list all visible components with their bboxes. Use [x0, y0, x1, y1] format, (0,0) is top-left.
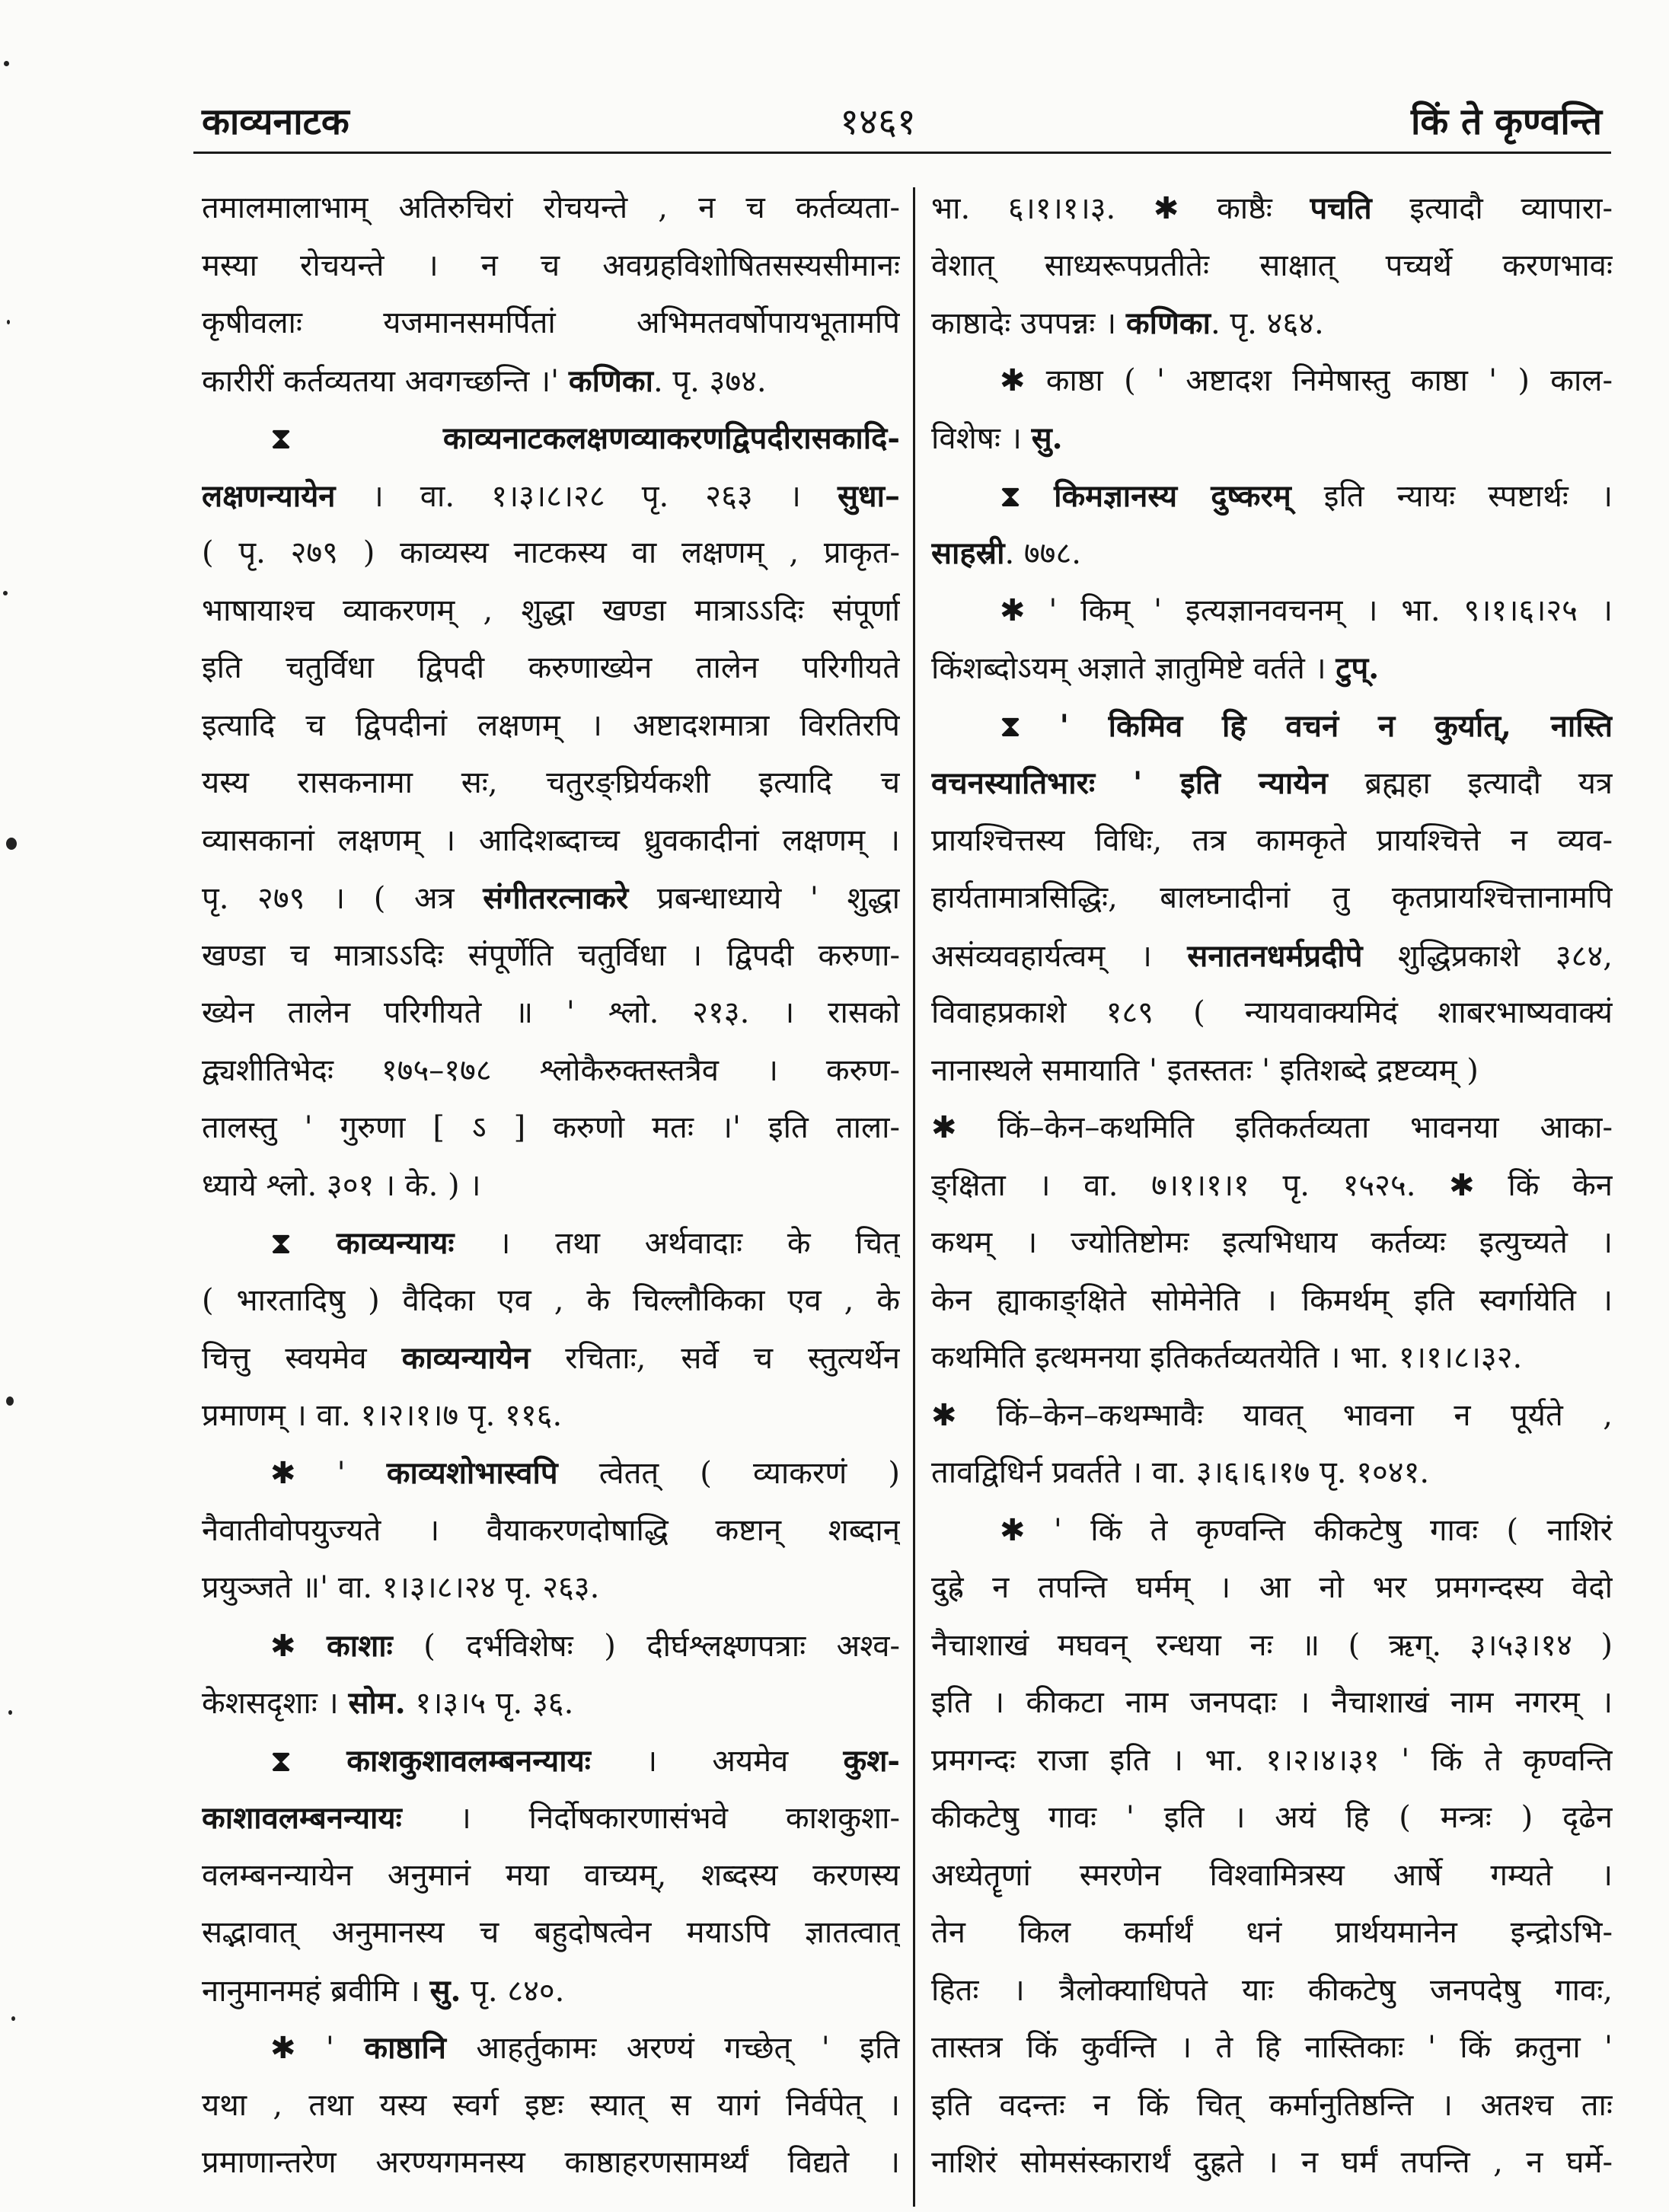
header-rule	[193, 152, 1611, 154]
column-divider	[913, 187, 915, 2207]
scan-speck	[7, 320, 10, 324]
text-line	[202, 1042, 900, 1100]
text-line	[931, 870, 1613, 927]
text-segment: . ७७८.	[1004, 536, 1081, 571]
text-line	[931, 812, 1613, 870]
text-segment: कीकटेषु गावः ' इति । अयं हि ( मन्त्रः ) दृढेन	[931, 1800, 1613, 1835]
text-line	[931, 1329, 1613, 1387]
text-segment: ✱ ' किम् ' इत्यज्ञानवचनम् । भा. ९।१।६।२५ ।	[1000, 592, 1613, 628]
text-line	[931, 468, 1613, 525]
text-line	[202, 1215, 900, 1272]
text-line	[202, 1789, 900, 1847]
bold-text-segment: काशावलम्बनन्यायः	[202, 1800, 402, 1836]
running-head-left: काव्यनाटक	[202, 101, 349, 143]
text-line	[202, 2019, 900, 2077]
text-segment: प्रमाणान्तरेण अरण्यगमनस्य काष्ठाहरणसामर्थ्यं विद्यते ।	[202, 2145, 900, 2180]
text-segment: नानुमानमहं ब्रवीमि ।	[202, 1973, 430, 2009]
paragraph-entry	[202, 1732, 900, 2020]
text-segment: नाशिरं सोमसंस्कारार्थं दुह्रते । न घर्मं तपन्ति , न घर्मे-	[931, 2145, 1613, 2180]
scan-speck	[8, 1710, 12, 1715]
bold-text-segment: वचनस्यातिभारः ' इति न्यायेन	[931, 765, 1328, 801]
text-line	[931, 1215, 1613, 1272]
text-segment: केशसदृशाः ।	[202, 1686, 349, 1721]
text-segment: तमालमालाभाम् अतिरुचिरां रोचयन्ते , न च कर्तव्यता-	[202, 190, 900, 225]
text-line	[931, 755, 1613, 812]
paragraph-entry	[931, 353, 1613, 468]
text-line	[202, 1272, 900, 1330]
paragraph-entry	[202, 2019, 900, 2192]
text-line	[202, 353, 900, 410]
text-line	[931, 1962, 1613, 2020]
running-head-right: किं ते कृण्वन्ति	[1410, 101, 1602, 143]
text-line	[931, 2019, 1613, 2077]
bold-text-segment: सनातनधर्मप्रदीपे	[1187, 937, 1363, 974]
text-segment: इति चतुर्विधा द्विपदी करुणाख्येन तालेन परिगीयते	[202, 650, 900, 685]
text-segment: अध्येतॄणां स्मरणेन विश्वामित्रस्य आर्षे गम्यते ।	[931, 1857, 1613, 1893]
text-line	[202, 1847, 900, 1905]
text-line	[931, 2134, 1613, 2192]
text-line	[202, 1502, 900, 1560]
paragraph-entry	[931, 1502, 1613, 2192]
text-line	[202, 1617, 900, 1675]
text-segment: ⧗	[270, 1226, 337, 1261]
text-line	[202, 640, 900, 697]
page-number: १४६१	[840, 101, 916, 143]
text-segment: चित्तु स्वयमेव	[202, 1341, 402, 1376]
paragraph-entry	[202, 1215, 900, 1444]
text-segment: त्वेतत् ( व्याकरणं )	[557, 1456, 900, 1491]
bold-text-segment: काशाः	[327, 1627, 393, 1664]
left-column	[202, 180, 900, 2192]
text-line	[931, 985, 1613, 1042]
text-line	[931, 1732, 1613, 1790]
paragraph-entry	[202, 1617, 900, 1732]
text-line	[202, 1157, 900, 1215]
text-line	[931, 1559, 1613, 1617]
text-line	[931, 697, 1613, 755]
text-segment: वेशात् साध्यरूपप्रतीतेः साक्षात् पच्यर्थे करणभावः	[931, 247, 1613, 283]
text-segment: इति न्यायः स्पष्टार्थः ।	[1291, 478, 1613, 514]
text-segment: मस्या रोचयन्ते । न च अवग्रहविशोषितसस्यसीमानः	[202, 247, 900, 283]
text-segment: ( दर्भविशेषः ) दीर्घश्लक्ष्णपत्राः अश्व-	[392, 1628, 900, 1664]
text-segment: व्यासकानां लक्षणम् । आदिशब्दाच्च ध्रुवकादीनां लक्षणम् ।	[202, 822, 900, 858]
paragraph-entry	[202, 1444, 900, 1617]
text-segment: ( भारतादिषु ) वैदिका एव , के चिल्लौकिका एव , के	[202, 1282, 900, 1318]
text-segment: ✱ किं–केन–कथमिति इतिकर्तव्यता भावनया आका-	[931, 1110, 1613, 1145]
text-segment: द्व्यशीतिभेदः १७५–१७८ श्लोकैरुक्तस्तत्रैव । करुण-	[202, 1052, 900, 1088]
text-segment: इत्यादि च द्विपदीनां लक्षणम् । अष्टादशमात्रा विरतिरपि	[202, 707, 900, 743]
text-line	[202, 1444, 900, 1502]
text-line	[931, 525, 1613, 583]
text-segment: कथमिति इत्थमनया इतिकर्तव्यतयेति । भा. १।१।८।३२.	[931, 1340, 1523, 1375]
text-line	[931, 927, 1613, 985]
text-line	[202, 1559, 900, 1617]
bold-text-segment: सुधा–	[838, 477, 900, 514]
text-line	[931, 1157, 1613, 1215]
text-line	[202, 1329, 900, 1387]
paragraph-run-on	[931, 1100, 1613, 1387]
text-line	[202, 812, 900, 870]
text-segment: रचिताः, सर्वे च स्तुत्यर्थेन	[530, 1341, 900, 1376]
text-segment: तेन किल कर्मार्थं धनं प्रार्थयमानेन इन्द्रोऽभि-	[931, 1915, 1613, 1950]
text-line	[202, 583, 900, 640]
text-segment: दुह्रे न तपन्ति घर्मम् । आ नो भर प्रमगन्दस्य वेदो	[931, 1570, 1613, 1605]
paragraph-entry	[931, 468, 1613, 583]
text-line	[931, 1444, 1613, 1502]
text-segment: किंशब्दोऽयम् अज्ञाते ज्ञातुमिष्टे वर्तते ।	[931, 651, 1336, 686]
bold-text-segment: कुश-	[843, 1742, 900, 1779]
text-line	[202, 1962, 900, 2020]
text-line	[931, 1674, 1613, 1732]
text-segment: कथम् । ज्योतिष्टोमः इत्यभिधाय कर्तव्यः इत्युच्यते ।	[931, 1225, 1613, 1260]
text-line	[931, 1617, 1613, 1675]
bold-text-segment: काष्ठानि	[364, 2030, 446, 2066]
text-line	[931, 1789, 1613, 1847]
bold-text-segment: सु.	[1031, 420, 1063, 456]
scan-speck	[4, 61, 9, 66]
text-line	[931, 353, 1613, 410]
text-segment: ⧗	[270, 1743, 347, 1779]
text-segment: पृ. ८४०.	[461, 1973, 565, 2009]
text-segment: १।३।५ पृ. ३६.	[405, 1686, 574, 1721]
text-line	[202, 870, 900, 927]
bold-text-segment: किमज्ञानस्य दुष्करम्	[1054, 477, 1291, 514]
bold-text-segment: काव्यन्यायेन	[401, 1340, 531, 1376]
text-segment: इति वदन्तः न किं चित् कर्मानुतिष्ठन्ति । अतश्च ताः	[931, 2087, 1613, 2123]
text-line	[202, 2134, 900, 2192]
text-line	[931, 1100, 1613, 1157]
scan-speck	[6, 838, 17, 850]
text-segment: यथा , तथा यस्य स्वर्ग इष्टः स्यात् स यागं निर्वपेत् ।	[202, 2087, 900, 2123]
text-segment: नैचाशाखं मघवन् रन्धया नः ॥ ( ऋग्. ३।५३।१४ )	[931, 1627, 1613, 1663]
bold-text-segment: पचति	[1310, 190, 1372, 226]
text-line	[202, 2077, 900, 2135]
text-segment: काष्ठादेः उपपन्नः ।	[931, 306, 1126, 341]
text-segment: . पृ. ३७४.	[653, 363, 767, 399]
bold-text-segment: सु.	[429, 1972, 461, 2009]
text-line	[931, 1387, 1613, 1445]
text-line	[931, 1847, 1613, 1905]
scan-speck	[6, 1396, 14, 1406]
text-segment: । अयमेव	[590, 1743, 844, 1779]
text-segment: प्रमाणम् । वा. १।२।१।७ पृ. ११६.	[202, 1397, 563, 1433]
text-segment: । निर्दोषकारणासंभवे काशकुशा-	[401, 1801, 900, 1836]
text-line	[202, 697, 900, 755]
text-segment: शुद्धिप्रकाशे ३८४,	[1362, 938, 1613, 974]
text-line	[202, 755, 900, 812]
bold-text-segment: टुप्.	[1336, 650, 1380, 686]
text-segment: ( पृ. २७९ ) काव्यस्य नाटकस्य वा लक्षणम् , प्राकृत-	[202, 535, 900, 570]
text-segment: इति । कीकटा नाम जनपदाः । नैचाशाखं नाम नगरम् ।	[931, 1685, 1613, 1720]
text-segment: ⧗	[1000, 478, 1055, 514]
text-segment: ⧗	[270, 421, 443, 456]
text-segment: प्रमगन्दः राजा इति । भा. १।२।४।३१ ' किं ते कृण्वन्ति	[931, 1742, 1613, 1778]
text-line	[202, 1387, 900, 1445]
text-segment: यस्य रासकनामा सः, चतुरङ्घ्रिर्यकशी इत्यादि च	[202, 765, 900, 800]
text-segment: ⧗	[1000, 708, 1060, 744]
text-segment: खण्डा च मात्राऽऽदिः संपूर्णेति चतुर्विधा । द्विपदी करुणा-	[202, 937, 900, 973]
scan-speck	[3, 591, 8, 595]
bold-text-segment: लक्षणन्यायेन	[202, 477, 336, 514]
text-line	[202, 1674, 900, 1732]
text-segment: भा. ६।१।१।३. ✱ काष्ठैः	[931, 191, 1310, 226]
text-line	[931, 1904, 1613, 1962]
text-line	[202, 985, 900, 1042]
text-segment: भाषायाश्च व्याकरणम् , शुद्धा खण्डा मात्राऽऽदिः संपूर्णा	[202, 592, 900, 628]
text-line	[202, 1732, 900, 1790]
text-segment: पृ. २७९ । ( अत्र	[202, 881, 483, 916]
text-segment: कारीरीं कर्तव्यतया अवगच्छन्ति ।'	[202, 363, 569, 399]
text-segment: ध्याये श्लो. ३०१ । के. ) ।	[202, 1167, 481, 1203]
text-segment: ✱ काष्ठा ( ' अष्टादश निमेषास्तु काष्ठा ' ) काल-	[1000, 362, 1613, 398]
paragraph-continuation	[931, 180, 1613, 353]
text-segment: नानास्थले समायाति ' इतस्ततः ' इतिशब्दे द्रष्टव्यम् )	[931, 1052, 1479, 1088]
bold-text-segment: काव्यन्यायः	[336, 1225, 455, 1261]
text-line	[931, 180, 1613, 238]
text-segment: तावद्विधिर्न प्रवर्तते । वा. ३।६।६।१७ पृ. १०४१.	[931, 1455, 1430, 1490]
text-segment: आहर्तुकामः अरण्यं गच्छेत् ' इति	[445, 2031, 900, 2066]
bold-text-segment: सोम.	[348, 1685, 406, 1721]
text-segment: । वा. १।३।८।२८ पृ. २६३ ।	[335, 478, 838, 514]
text-line	[202, 180, 900, 238]
text-line	[931, 238, 1613, 295]
text-segment: विशेषः ।	[931, 421, 1032, 456]
text-segment: ✱ '	[270, 2031, 365, 2066]
text-segment: प्रबन्धाध्याये ' शुद्धा	[628, 881, 900, 916]
text-line	[931, 295, 1613, 353]
bold-text-segment: ' किमिव हि वचनं न कुर्यात्, नास्ति	[1059, 707, 1613, 744]
text-segment: तालस्तु ' गुरुणा [ ऽ ] करुणो मतः ।' इति ताला-	[202, 1110, 900, 1145]
paragraph-entry	[931, 697, 1613, 1100]
bold-text-segment: काव्यशोभास्वपि	[386, 1455, 558, 1491]
text-line	[931, 1502, 1613, 1560]
paragraph-entry	[202, 410, 900, 1215]
text-line	[202, 525, 900, 583]
text-line	[931, 2077, 1613, 2135]
text-segment: केन ह्याकाङ्क्षिते सोमेनेति । किमर्थम् इति स्वर्गायेति ।	[931, 1282, 1613, 1318]
text-segment: प्रयुञ्जते ॥' वा. १।३।८।२४ पृ. २६३.	[202, 1570, 600, 1605]
text-segment: ✱ ' किं ते कृण्वन्ति कीकटेषु गावः ( नाशिरं	[1000, 1512, 1613, 1548]
text-line	[931, 640, 1613, 697]
bold-text-segment: कणिका	[1125, 305, 1211, 341]
text-line	[202, 1904, 900, 1962]
text-segment: ख्येन तालेन परिगीयते ॥ ' श्लो. २१३. । रासको	[202, 995, 900, 1030]
paragraph-continuation	[202, 180, 900, 410]
text-line	[202, 927, 900, 985]
text-line	[931, 1272, 1613, 1330]
text-line	[931, 410, 1613, 468]
text-segment: सद्भावात् अनुमानस्य च बहुदोषत्वेन मयाऽपि ज्ञातत्वात्	[202, 1915, 900, 1950]
right-column	[931, 180, 1613, 2192]
text-segment: . पृ. ४६४.	[1210, 306, 1324, 341]
text-segment: विवाहप्रकाशे १८९ ( न्यायवाक्यमिदं शाबरभाष्यवाक्यं	[931, 995, 1613, 1030]
text-line	[931, 583, 1613, 640]
bold-text-segment: काव्यनाटकलक्षणव्याकरणद्विपदीरासकादि-	[442, 420, 900, 456]
text-segment: इत्यादौ व्यापारा-	[1371, 191, 1613, 226]
bold-text-segment: संगीतरत्नाकरे	[483, 880, 629, 916]
text-segment: ब्रह्महा इत्यादौ यत्र	[1327, 766, 1613, 801]
text-segment: ✱	[270, 1628, 327, 1664]
text-segment: कृषीवलाः यजमानसमर्पितां अभिमतवर्षोपायभूतामपि	[202, 305, 900, 340]
text-line	[202, 410, 900, 468]
text-segment: वलम्बनन्यायेन अनुमानं मया वाच्यम्, शब्दस्य करणस्य	[202, 1857, 900, 1893]
bold-text-segment: कणिका	[568, 362, 653, 399]
text-segment: ✱ किं–केन–कथम्भावैः यावत् भावना न पूर्यते ,	[931, 1397, 1613, 1433]
paragraph-run-on	[931, 1387, 1613, 1502]
text-line	[202, 238, 900, 295]
text-segment: प्रायश्चित्तस्य विधिः, तत्र कामकृते प्रायश्चित्ते न व्यव-	[931, 822, 1613, 858]
text-segment: असंव्यवहार्यत्वम् ।	[931, 938, 1188, 974]
text-line	[202, 295, 900, 353]
paragraph-entry	[931, 583, 1613, 697]
text-segment: तास्तत्र किं कुर्वन्ति । ते हि नास्तिकाः ' किं क्रतुना '	[931, 2030, 1613, 2065]
text-segment: हितः । त्रैलोक्याधिपते याः कीकटेषु जनपदेषु गावः,	[931, 1972, 1613, 2008]
scan-speck	[11, 2016, 15, 2021]
bold-text-segment: काशकुशावलम्बनन्यायः	[346, 1742, 591, 1779]
text-segment: नैवातीवोपयुज्यते । वैयाकरणदोषाद्धि कष्टान् शब्दान्	[202, 1512, 900, 1548]
text-line	[931, 1042, 1613, 1100]
text-segment: ङ्क्षिता । वा. ७।१।१।१ पृ. १५२५. ✱ किं केन	[931, 1167, 1613, 1203]
text-segment: । तथा अर्थवादाः के चित्	[454, 1226, 900, 1261]
bold-text-segment: साहस्री	[931, 535, 1005, 571]
text-line	[202, 468, 900, 525]
text-segment: ✱ '	[270, 1456, 387, 1491]
text-segment: हार्यतामात्रसिद्धिः, बालघ्नादीनां तु कृतप्रायश्चित्तानामपि	[931, 880, 1613, 915]
text-line	[202, 1100, 900, 1157]
